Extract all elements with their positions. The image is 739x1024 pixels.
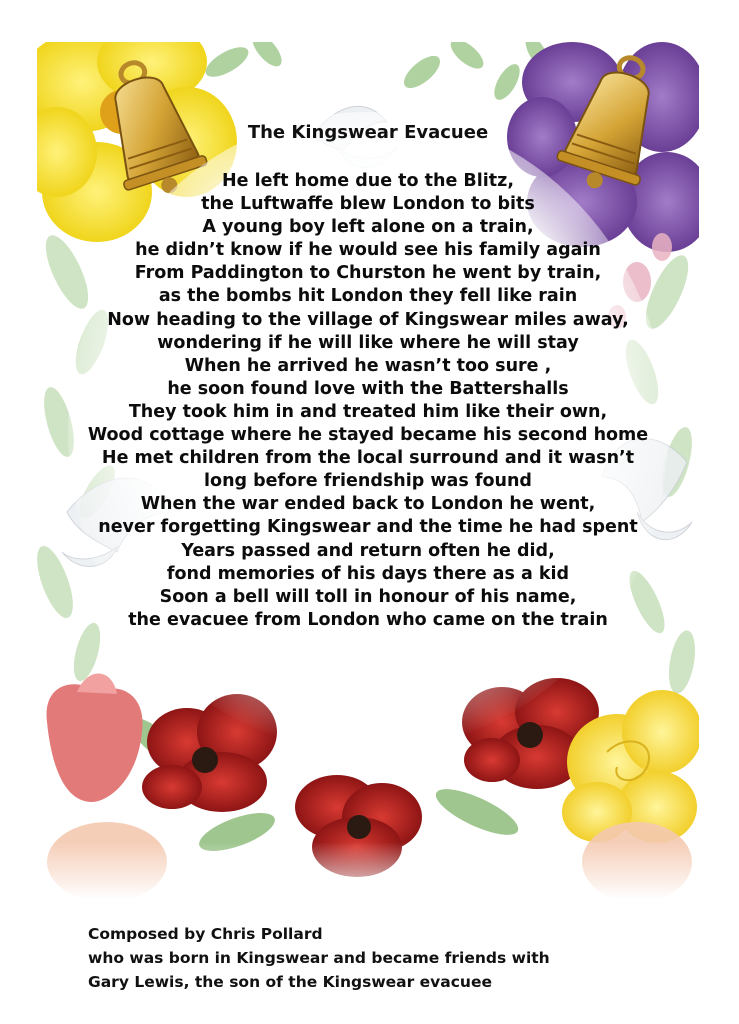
bottom-fade — [37, 842, 699, 900]
poem-line: When the war ended back to London he went, — [140, 494, 596, 515]
poem-line: Years passed and return often he did, — [181, 540, 555, 561]
poem-line: as the bombs hit London they fell like rain — [158, 286, 578, 307]
poem-line: He left home due to the Blitz, — [222, 171, 514, 191]
poem-line: Soon a bell will toll in honour of his name, — [159, 586, 577, 607]
poem-line: wondering if he will like where he will stay — [157, 332, 579, 353]
poppy-center-center — [347, 815, 371, 839]
poppy-left-center — [192, 747, 218, 773]
poem-line: They took him in and treated him like their own, — [128, 401, 608, 422]
poem-line: long before friendship was found — [204, 471, 532, 492]
poem-line: the evacuee from London who came on the train — [128, 609, 608, 630]
poem-line: He met children from the local surround and it wasn’t — [101, 448, 635, 469]
poem-title: The Kingswear Evacuee — [247, 122, 489, 143]
poem-line: Wood cottage where he stayed became his second home — [87, 425, 649, 446]
credit-block — [88, 922, 688, 994]
poem-line: fond memories of his days there as a kid — [166, 563, 570, 584]
poem-line: Now heading to the village of Kingswear miles away, — [107, 309, 629, 330]
poem-body — [37, 170, 699, 632]
credit-line: Composed by Chris Pollard — [88, 925, 323, 943]
poem-line: When he arrived he wasn’t too sure , — [184, 355, 552, 376]
poem-line: never forgetting Kingswear and the time he had spent — [98, 517, 638, 538]
poem-line: A young boy left alone on a train, — [202, 217, 534, 238]
poem-line: the Luftwaffe blew London to bits — [201, 194, 535, 215]
poem-card — [37, 42, 699, 900]
leaves-top — [201, 42, 553, 104]
credit-line: Gary Lewis, the son of the Kingswear evacuee — [88, 973, 492, 991]
credit-line: who was born in Kingswear and became friends with — [88, 949, 550, 967]
poem-line: From Paddington to Churston he went by train, — [134, 263, 602, 284]
pink-tulip — [47, 673, 143, 802]
poppy-right-center — [517, 722, 543, 748]
poem-line: he didn’t know if he would see his family again — [135, 240, 601, 261]
poem-line: he soon found love with the Battershalls — [167, 378, 569, 399]
